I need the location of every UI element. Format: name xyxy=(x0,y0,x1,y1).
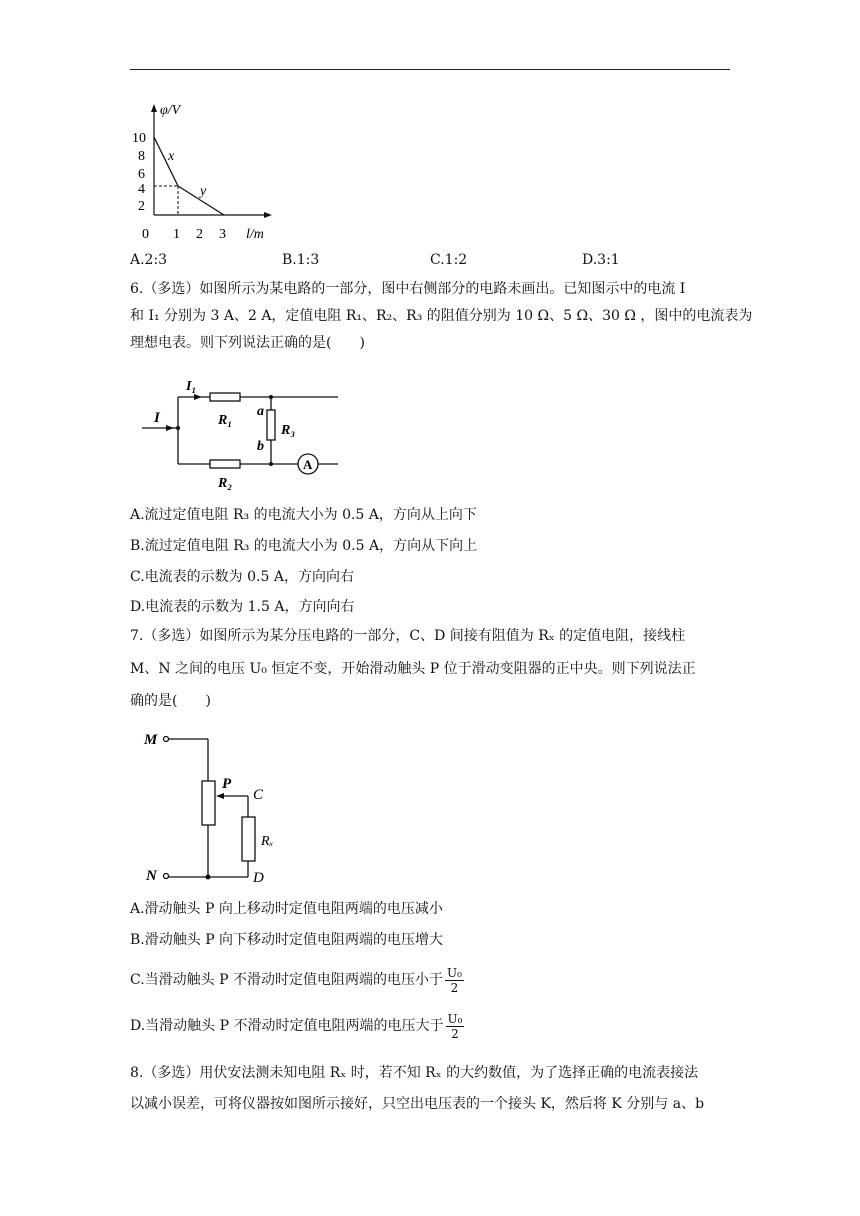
ammeter-label: A xyxy=(303,457,313,472)
resistor-r3 xyxy=(267,410,275,440)
fraction-numerator: U₀ xyxy=(447,1011,463,1026)
label-n: N xyxy=(146,868,157,884)
q5-option-c: C.1:2 xyxy=(430,252,468,268)
q5-option-b: B.1:3 xyxy=(282,252,320,268)
graph-x-tick: 2 xyxy=(196,227,203,242)
label-r3: R₃ xyxy=(281,423,296,438)
q6-option-a: A.流过定值电阻 R₃ 的电流大小为 0.5 A，方向从上向下 xyxy=(130,507,477,523)
segment-x-label: x xyxy=(168,149,175,164)
graph-y-tick: 8 xyxy=(138,149,145,164)
q6-stem-line-1: 6.（多选）如图所示为某电路的一部分，图中右侧部分的电路未画出。已知图示中的电流 I xyxy=(130,281,686,297)
q5-option-d: D.3:1 xyxy=(582,252,620,268)
q7-option-a: A.滑动触头 P 向上移动时定值电阻两端的电压减小 xyxy=(130,901,443,917)
label-d: D xyxy=(253,870,264,885)
resistor-r2 xyxy=(210,460,240,468)
resistor-rx xyxy=(242,817,255,861)
label-m: M xyxy=(144,732,158,748)
graph-x-tick: 0 xyxy=(142,227,149,242)
q7-option-c xyxy=(130,960,464,1000)
q7-stem-line-3: 确的是( ) xyxy=(130,693,211,709)
label-r2: R₂ xyxy=(218,476,233,491)
graph-x-tick: 1 xyxy=(173,227,180,242)
label-r1: R₁ xyxy=(218,413,233,428)
q7-circuit-diagram xyxy=(140,725,280,885)
graph-y-tick: 6 xyxy=(138,167,145,182)
q6-option-d: D.电流表的示数为 1.5 A，方向向右 xyxy=(130,599,355,615)
graph-x-label: l/m xyxy=(246,227,264,242)
segment-y-label: y xyxy=(200,184,207,199)
q8-stem-line-1: 8.（多选）用伏安法测未知电阻 Rₓ 时，若不知 Rₓ 的大约数值，为了选择正确的电流表接法 xyxy=(130,1065,699,1081)
graph-y-tick: 2 xyxy=(138,199,145,214)
label-a: a xyxy=(257,404,264,419)
q6-option-b: B.流过定值电阻 R₃ 的电流大小为 0.5 A，方向从下向上 xyxy=(130,538,478,554)
potential-graph xyxy=(128,100,288,245)
header-rule xyxy=(130,69,730,70)
rheostat xyxy=(202,781,215,825)
q6-stem-line-2: 和 I₁ 分别为 3 A、2 A，定值电阻 R₁、R₂、R₃ 的阻值分别为 10 Ω、5 Ω、30 Ω ，图中的电流表为 xyxy=(130,308,753,324)
label-b: b xyxy=(257,439,264,454)
label-p: P xyxy=(222,776,232,792)
q6-stem-line-3: 理想电表。则下列说法正确的是( ) xyxy=(130,335,365,351)
graph-y-tick: 4 xyxy=(138,182,145,197)
fraction-u0-over-2 xyxy=(445,966,464,995)
fraction-u0-over-2 xyxy=(446,1012,465,1041)
fraction-numerator: U₀ xyxy=(446,965,462,980)
q7-option-d xyxy=(130,1006,464,1046)
label-rx: Rₓ xyxy=(261,834,274,849)
label-i: I xyxy=(154,410,160,426)
graph-x-tick: 3 xyxy=(219,227,226,242)
fraction-denominator: 2 xyxy=(451,1026,459,1041)
graph-y-label: φ/V xyxy=(160,103,181,118)
fraction-denominator: 2 xyxy=(450,980,459,995)
resistor-r1 xyxy=(210,393,240,401)
q7-option-d-text: D.当滑动触头 P 不滑动时定值电阻两端的电压大于 xyxy=(130,1018,444,1034)
q6-circuit-diagram xyxy=(140,372,350,492)
q7-option-b: B.滑动触头 P 向下移动时定值电阻两端的电压增大 xyxy=(130,932,444,948)
label-i1: I₁ xyxy=(186,379,197,394)
q7-stem-line-1: 7.（多选）如图所示为某分压电路的一部分，C、D 间接有阻值为 Rₓ 的定值电阻，接线柱 xyxy=(130,628,686,644)
graph-y-tick: 10 xyxy=(132,131,146,146)
q7-option-c-text: C.当滑动触头 P 不滑动时定值电阻两端的电压小于 xyxy=(130,972,443,988)
label-c: C xyxy=(253,787,264,803)
q8-stem-line-2: 以减小误差，可将仪器按如图所示接好，只空出电压表的一个接头 K，然后将 K 分别与 a、b xyxy=(130,1096,705,1112)
q7-stem-line-2: M、N 之间的电压 U₀ 恒定不变，开始滑动触头 P 位于滑动变阻器的正中央。则下列说法正 xyxy=(130,661,696,677)
q6-option-c: C.电流表的示数为 0.5 A，方向向右 xyxy=(130,569,354,585)
q5-option-a: A.2:3 xyxy=(130,252,168,268)
